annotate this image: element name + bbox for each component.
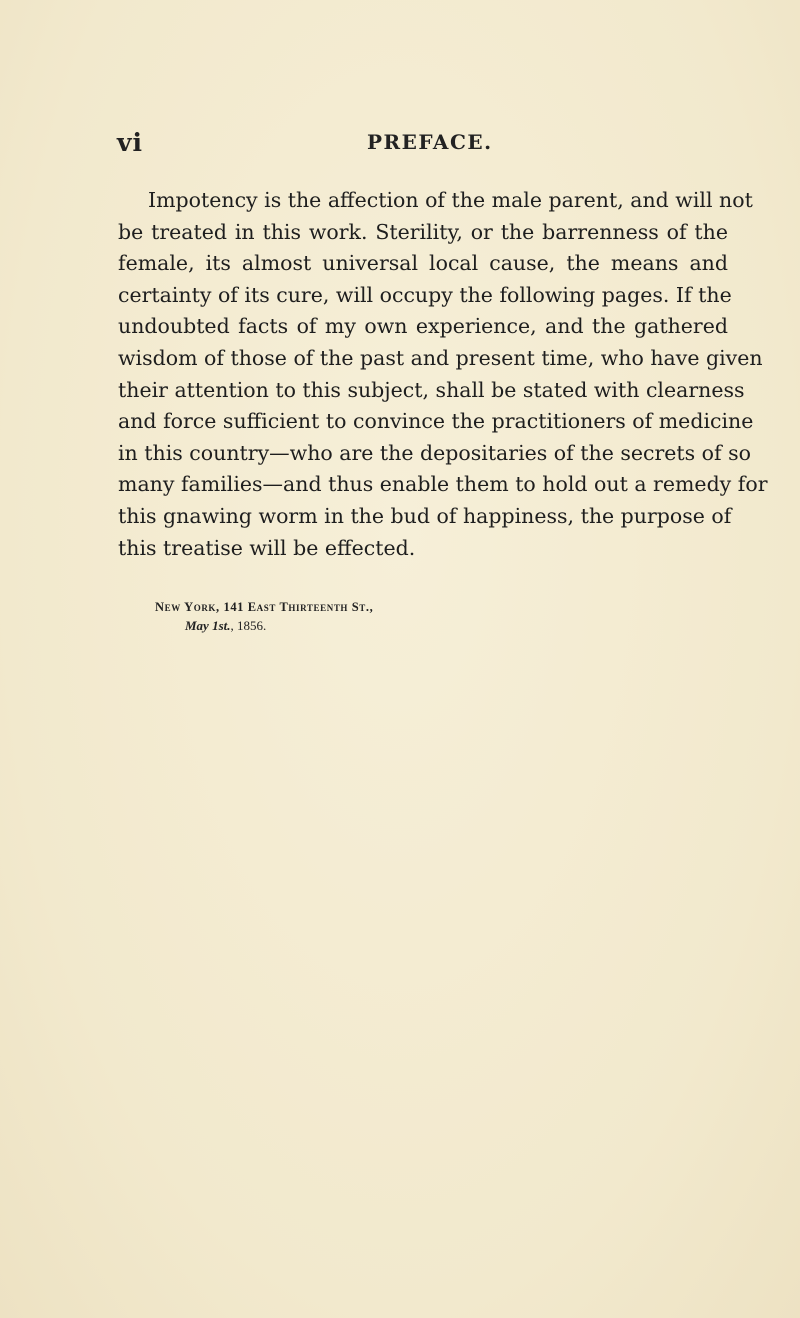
text-line: and force sufficient to convince the practitioners of medicine <box>118 409 754 434</box>
preface-paragraph <box>118 185 768 564</box>
text-line: certainty of its cure, will occupy the following pages. If the <box>118 282 732 307</box>
page-number: vi <box>117 128 144 157</box>
running-head <box>117 128 737 162</box>
text-line: this gnawing worm in the bud of happiness, the purpose of <box>118 503 732 528</box>
text-line: wisdom of those of the past and present time, who have given <box>118 345 763 370</box>
signature-date-year: , 1856. <box>230 618 267 633</box>
signature-block <box>155 600 373 634</box>
text-line: female, its almost universal local cause, the means and <box>118 251 728 276</box>
text-line: many families—and thus enable them to hold out a remedy for <box>118 472 768 497</box>
text-line: this treatise will be effected. <box>118 535 416 560</box>
text-line: Impotency is the affection of the male parent, and will not <box>148 188 753 212</box>
signature-date <box>185 618 373 634</box>
running-head-title: PREFACE. <box>367 130 493 154</box>
text-line: be treated in this work. Sterility, or the barrenness of the <box>118 219 728 244</box>
text-line: undoubted facts of my own experience, and the gathered <box>118 314 728 339</box>
signature-date-month-day: May 1st. <box>185 618 231 633</box>
text-line: in this country—who are the depositaries of the secrets of so <box>118 440 751 465</box>
signature-place: New York, 141 East Thirteenth St., <box>155 600 374 614</box>
text-line: their attention to this subject, shall be stated with clearness <box>118 377 745 402</box>
